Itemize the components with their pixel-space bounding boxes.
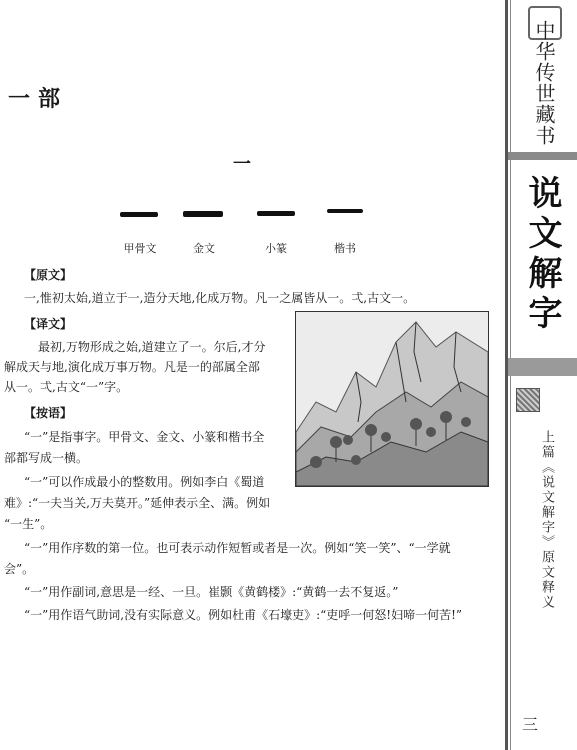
page-number: 三	[522, 715, 539, 734]
translation-line: 解成天与地,演化成万事万物。凡是一的部属全部	[4, 360, 260, 374]
notes-line: “一”可以作成最小的整数用。例如李白《蜀道	[24, 475, 265, 489]
notes-line: “一”是指事字。甲骨文、金文、小篆和楷书全	[24, 430, 265, 444]
script-label-seal: 小篆	[265, 242, 287, 255]
volume-title: 上篇《说文解字》原文释义	[539, 430, 554, 610]
sidebar-band-top	[508, 152, 577, 160]
translation-line: 最初,万物形成之始,道建立了一。尔后,才分	[38, 340, 266, 354]
book-title: 说文解字	[522, 175, 562, 335]
series-title: 中华传世藏书	[532, 20, 556, 146]
sidebar-band-middle	[508, 358, 577, 376]
original-label: 【原文】	[24, 268, 73, 282]
mountain-landscape-image	[296, 312, 488, 486]
notes-line: 会”。	[4, 562, 35, 576]
bronze-glyph	[183, 211, 223, 217]
script-label-bronze: 金文	[193, 242, 215, 255]
notes-line: 难》:“一夫当关,万夫莫开。”延伸表示全、满。例如	[4, 496, 271, 510]
notes-line: 部都写成一横。	[4, 451, 89, 465]
radical-heading: 一部	[8, 86, 69, 112]
seal-glyph	[257, 211, 295, 216]
translation-line: 从一。弌,古文“一”字。	[4, 380, 129, 394]
script-label-oracle: 甲骨文	[123, 242, 157, 255]
oracle-bone-glyph	[120, 212, 158, 217]
notes-label: 【按语】	[24, 406, 73, 420]
landscape-illustration	[295, 311, 489, 487]
notes-line: “一”用作副词,意思是一经、一旦。崔颢《黄鹤楼》:“黄鹤一去不复返。”	[24, 585, 399, 599]
regular-glyph	[327, 209, 363, 213]
seal-ornament-icon	[516, 388, 540, 412]
script-forms	[110, 200, 380, 260]
entry-character: 一	[233, 154, 251, 175]
translation-label: 【译文】	[24, 317, 73, 331]
script-label-regular: 楷书	[334, 242, 356, 255]
notes-line: “一”用作序数的第一位。也可表示动作短暂或者是一次。例如“笑一笑”、“一学就	[24, 541, 451, 555]
notes-line: “一生”。	[4, 517, 53, 531]
notes-line: “一”用作语气助词,没有实际意义。例如杜甫《石壕吏》:“吏呼一何怒!妇啼一何苦!”	[24, 608, 463, 622]
original-line: 一,惟初太始,道立于一,造分天地,化成万物。凡一之属皆从一。弌,古文一。	[24, 291, 416, 305]
